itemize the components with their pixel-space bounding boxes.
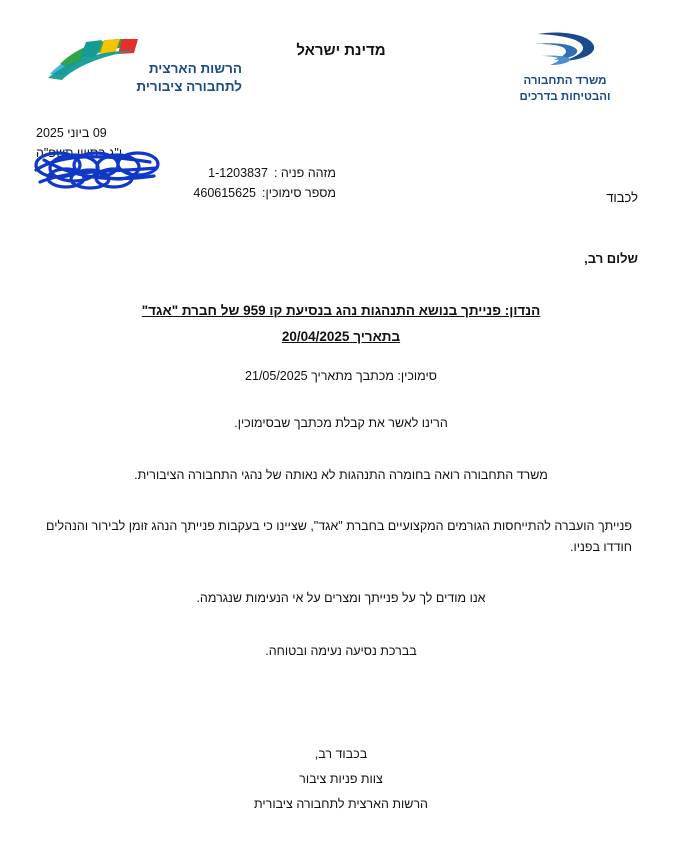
meta-our-ref-label: מזהה פניה : xyxy=(273,166,336,180)
meta-token-label: מספר סימוכין: xyxy=(262,186,336,200)
ministry-of-transport-logo xyxy=(490,28,640,106)
meta-date: 09 ביוני 2025 xyxy=(36,126,107,140)
letter-signature xyxy=(0,742,682,817)
letter-subject-line1: הנדון: פנייתך בנושא התנהגות נהג בנסיעת קו 959 של חברת "אגד" xyxy=(141,303,541,318)
letter-body xyxy=(44,190,638,658)
mot-logo-line2: והבטיחות בדרכים xyxy=(519,90,611,103)
signature-line1: בכבוד רב, xyxy=(314,747,368,761)
mot-logo-line1: משרד התחבורה xyxy=(523,75,607,87)
letter-paragraph-1: הרינו לאשר את קבלת מכתבך שבסימוכין. xyxy=(234,416,448,431)
npta-logo-text xyxy=(136,60,242,96)
letter-closing: בברכת נסיעה נעימה ובטוחה. xyxy=(265,643,417,658)
meta-our-ref-value: 1-1203837 xyxy=(208,166,268,180)
signature-line2: צוות פניות ציבור xyxy=(299,772,383,786)
letter-subject xyxy=(44,298,638,349)
mot-emblem-icon xyxy=(490,28,640,72)
letter-paragraph-3: פנייתך הועברה להתייחסות הגורמים המקצועיים בחברת "אגד", שציינו כי בעקבות פנייתך הנהג זומן לבירור והנהלים חודדו בפניו. xyxy=(46,518,632,555)
npta-logo-line1: הרשות הארצית xyxy=(148,61,242,76)
letter-paragraph-2: משרד התחבורה רואה בחומרה התנהגות לא נאותה של נהגי התחבורה הציבורית. xyxy=(134,467,548,482)
letter-addressee: לכבוד xyxy=(606,190,638,205)
meta-token-value: 460615625 xyxy=(193,186,256,200)
npta-logo-line2: לתחבורה ציבורית xyxy=(136,79,242,95)
letter-subject-line2: בתאריך 20/04/2025 xyxy=(281,328,401,344)
mot-logo-text xyxy=(490,74,640,105)
document-header xyxy=(0,26,682,106)
letter-greeting: שלום רב, xyxy=(584,251,638,266)
letter-reference: סימוכין: מכתבך מתאריך 21/05/2025 xyxy=(245,369,437,384)
letter-paragraph-4: אנו מודים לך על פנייתך ומצרים על אי הנעימות שנגרמה. xyxy=(196,591,486,606)
signature-line3: הרשות הארצית לתחבורה ציבורית xyxy=(254,797,428,811)
meta-our-ref-row xyxy=(36,163,336,183)
meta-hebrew-date: י"ג בסיוון תשפ"ה xyxy=(36,146,123,160)
state-of-israel-title: מדינת ישראל xyxy=(296,42,386,59)
